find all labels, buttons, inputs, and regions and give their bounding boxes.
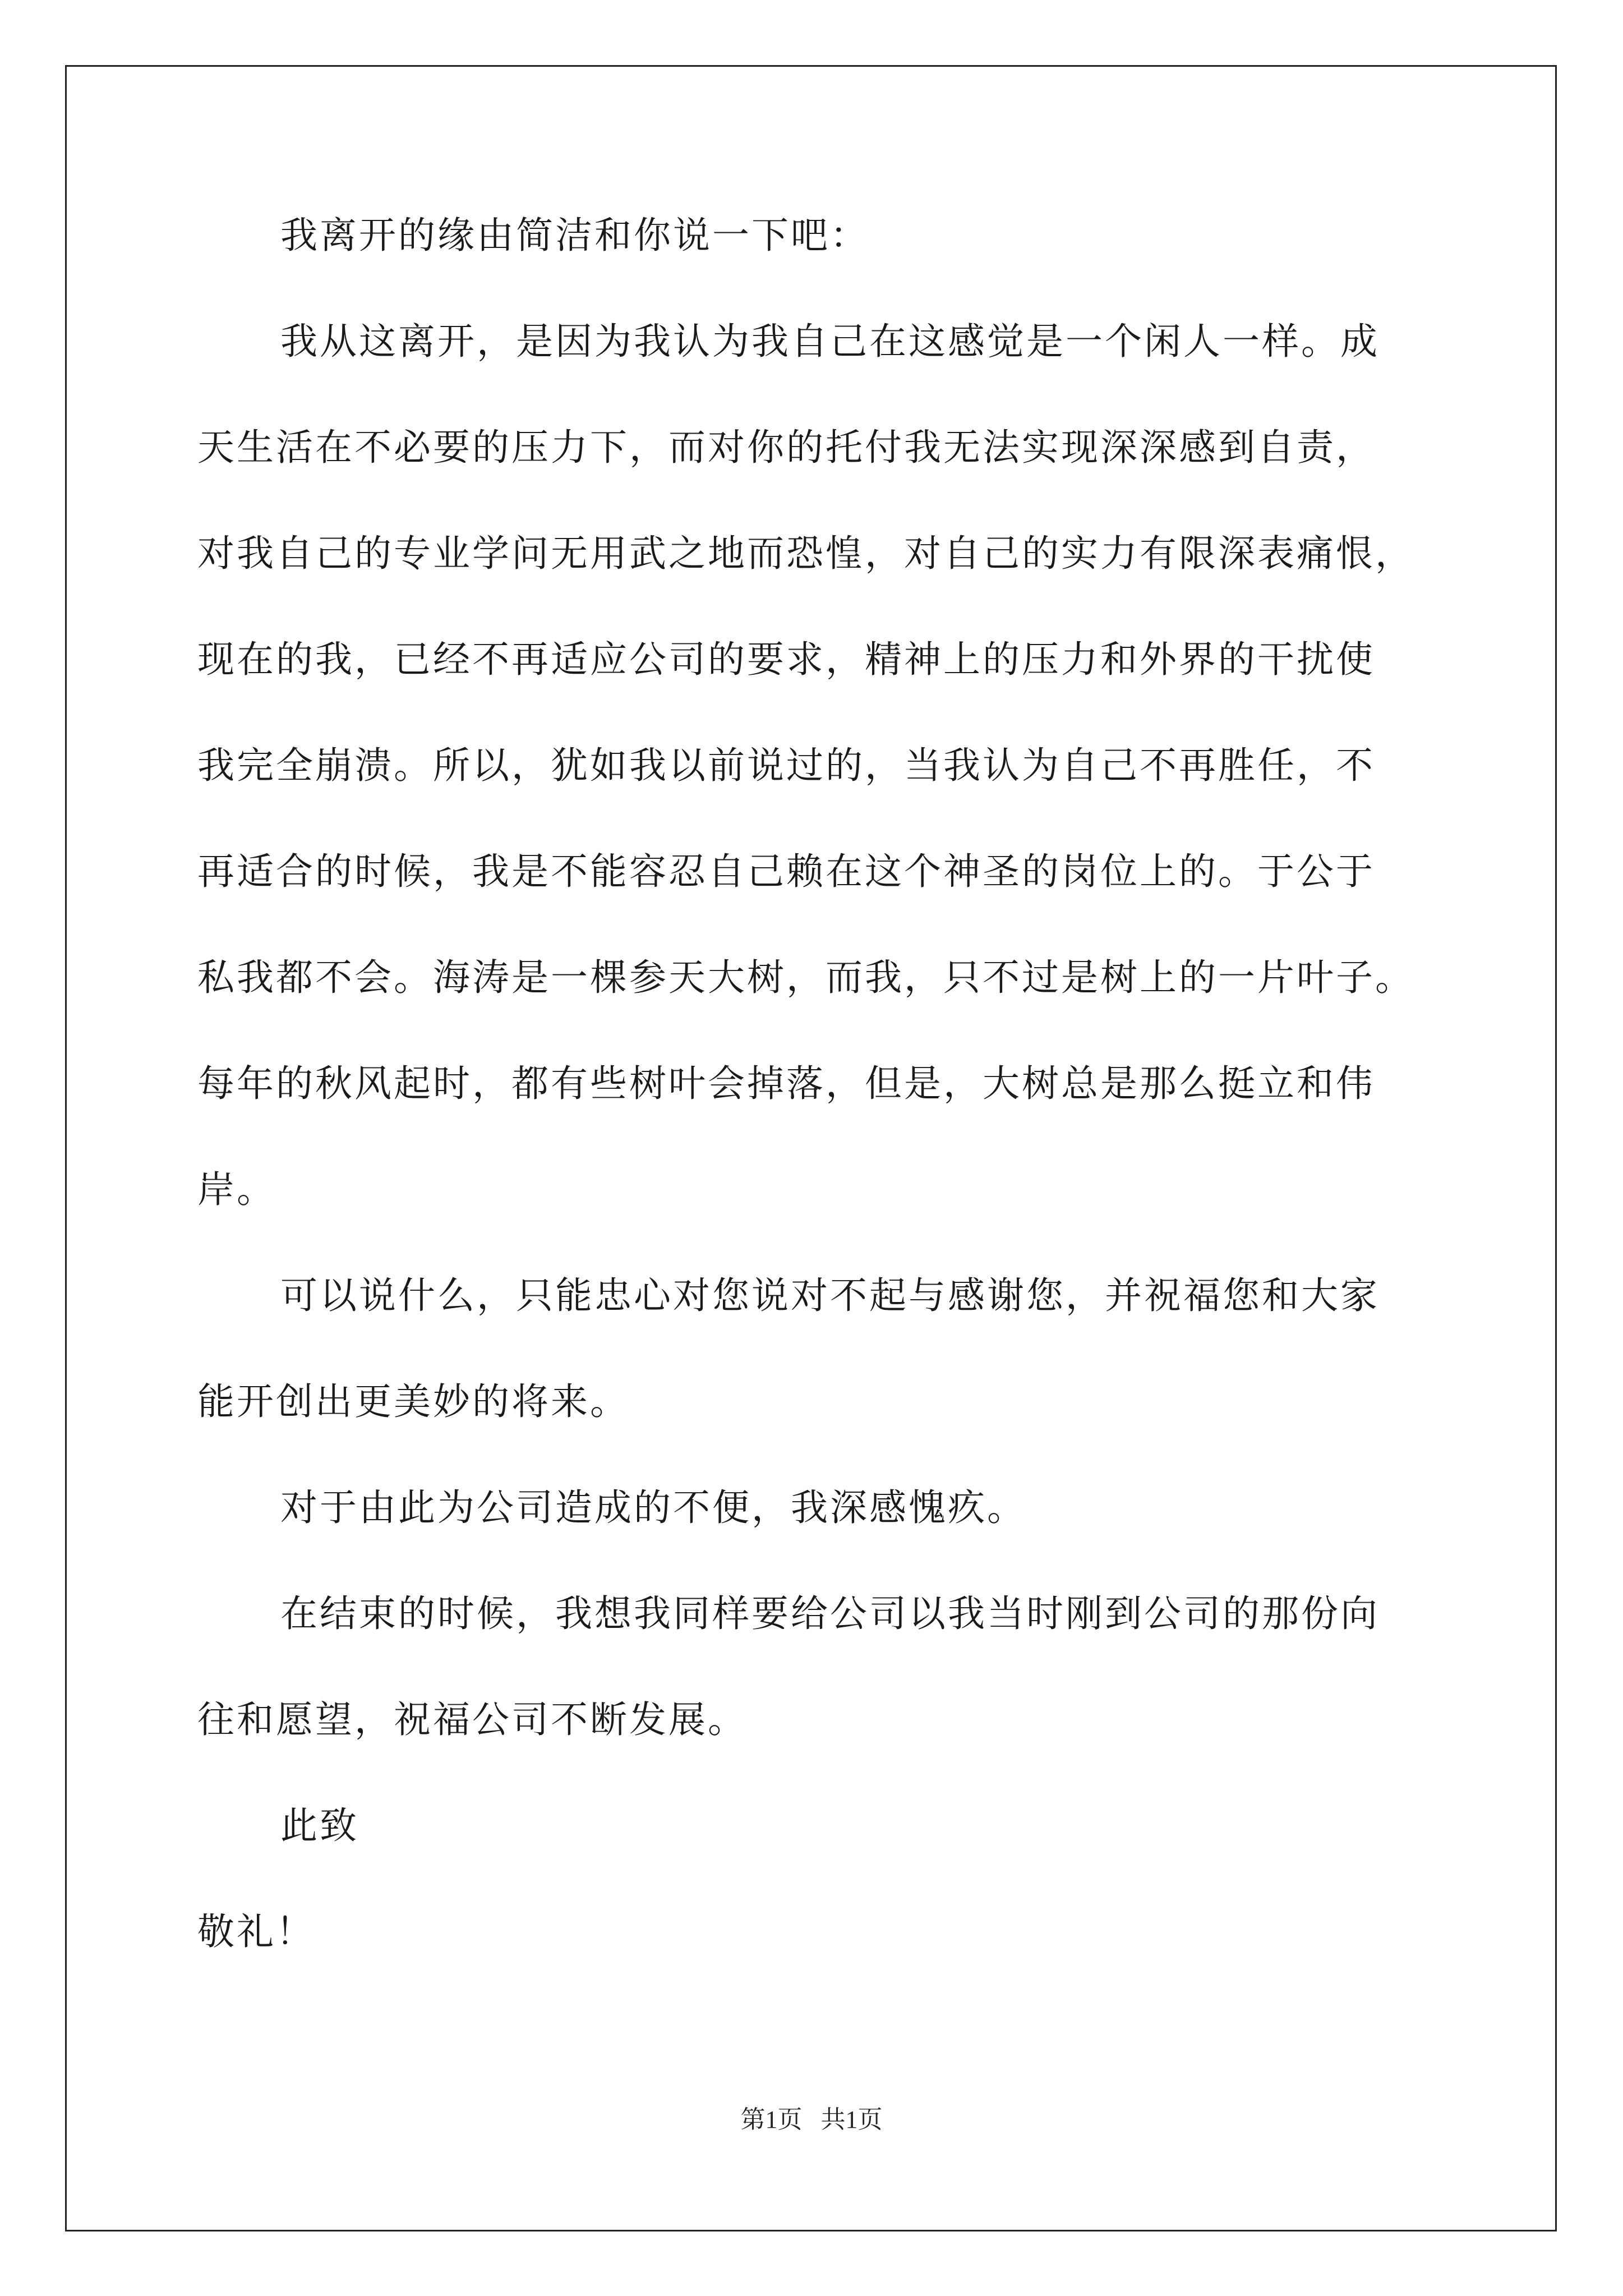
text-line: 对于由此为公司造成的不便，我深感愧疚。 bbox=[280, 1486, 1026, 1529]
text-line: 天生活在不必要的压力下，而对你的托付我无法实现深深感到自责， bbox=[197, 426, 1375, 469]
closing-regards: 敬礼！ bbox=[197, 1910, 315, 1953]
text-line: 可以说什么，只能忠心对您说对不起与感谢您，并祝福您和大家 bbox=[280, 1274, 1380, 1317]
text-line: 再适合的时候，我是不能容忍自己赖在这个神圣的岗位上的。于公于 bbox=[197, 850, 1375, 893]
page-footer: 第1页 共1页 bbox=[740, 2106, 883, 2133]
text-line: 私我都不会。海涛是一棵参天大树，而我，只不过是树上的一片叶子。 bbox=[197, 956, 1414, 999]
text-line: 每年的秋风起时，都有些树叶会掉落，但是，大树总是那么挺立和伟 bbox=[197, 1062, 1375, 1105]
text-line: 往和愿望，祝福公司不断发展。 bbox=[197, 1698, 747, 1741]
text-line: 我完全崩溃。所以，犹如我以前说过的，当我认为自己不再胜任，不 bbox=[197, 744, 1375, 787]
text-line: 对我自己的专业学问无用武之地而恐惶，对自己的实力有限深表痛恨， bbox=[197, 532, 1414, 575]
text-line: 在结束的时候，我想我同样要给公司以我当时刚到公司的那份向 bbox=[280, 1592, 1380, 1635]
text-line: 能开创出更美妙的将来。 bbox=[197, 1380, 629, 1423]
text-line: 我从这离开，是因为我认为我自己在这感觉是一个闲人一样。成 bbox=[280, 320, 1380, 363]
closing-salutation: 此致 bbox=[280, 1804, 359, 1847]
text-line: 我离开的缘由简洁和你说一下吧： bbox=[280, 214, 869, 257]
page-border bbox=[65, 65, 1557, 2231]
text-line: 岸。 bbox=[197, 1168, 276, 1211]
text-line: 现在的我，已经不再适应公司的要求，精神上的压力和外界的干扰使 bbox=[197, 638, 1375, 681]
